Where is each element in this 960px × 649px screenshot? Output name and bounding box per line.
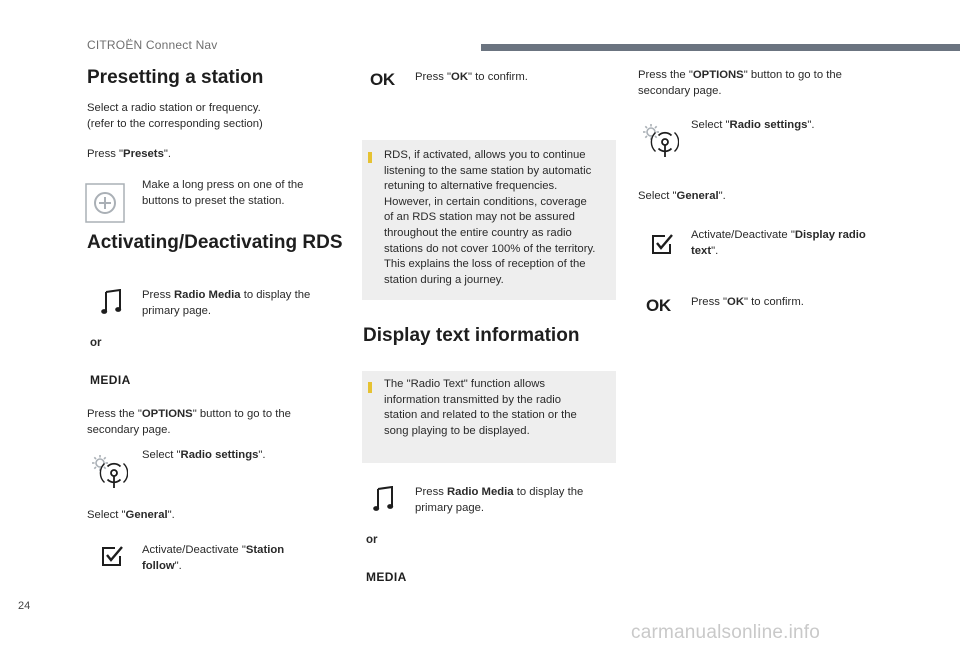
select-general-text-2: Select "General". (638, 190, 726, 202)
checkbox-tick-icon (101, 545, 123, 567)
presetting-intro-line1: Select a radio station or frequency. (87, 102, 261, 114)
radio-settings-icon (90, 453, 128, 491)
press-presets-text: Press "Presets". (87, 148, 172, 160)
page-number: 24 (18, 600, 31, 612)
press-ok-text-2: Press "OK" to confirm. (691, 296, 804, 308)
options-text-2: Press the "OPTIONS" button to go to the secondary page. (638, 69, 842, 97)
options-text: Press the "OPTIONS" button to go to the secondary page. (87, 408, 291, 436)
ok-icon: OK (646, 296, 671, 315)
or-label-2: or (366, 534, 378, 546)
plus-button-icon (85, 183, 125, 223)
radio-media-text-2: Press Radio Media to display the primary page. (415, 486, 584, 514)
general-label: General (125, 509, 168, 521)
rds-info-note (362, 140, 616, 300)
heading-display-text-information: Display text information (363, 325, 580, 346)
presets-label: Presets (123, 148, 164, 160)
heading-presetting-station: Presetting a station (87, 67, 264, 88)
header-title: CITROËN Connect Nav (87, 38, 218, 52)
or-label: or (90, 337, 102, 349)
radio-settings-icon (641, 122, 679, 160)
radio-text-note (362, 371, 616, 463)
press-ok-text: Press "OK" to confirm. (415, 71, 528, 83)
checkbox-tick-icon (651, 233, 673, 255)
watermark: carmanualsonline.info (631, 622, 821, 643)
ok-icon: OK (370, 70, 395, 89)
info-marker-icon (368, 152, 372, 163)
activate-station-follow-text: Activate/Deactivate "Station follow". (142, 544, 285, 572)
select-general-text: Select "General". (87, 509, 175, 521)
options-label: OPTIONS (141, 408, 193, 420)
activate-display-radio-text: Activate/Deactivate "Display radio text". (691, 229, 866, 257)
presetting-intro (87, 101, 263, 132)
music-note-icon (101, 289, 123, 315)
media-label-2: MEDIA (366, 570, 407, 584)
radio-media-label: Radio Media (174, 289, 241, 301)
long-press-text: Make a long press on one of the buttons to preset the station. (142, 179, 304, 207)
presetting-intro-line2: (refer to the corresponding section) (87, 117, 263, 130)
rds-info-text: RDS, if activated, allows you to continue listening to the same station by automatic retuning to alternative frequencies. However, in certain conditions, coverage of an RDS station may not be assured throughout the entire country as radio stations do not cover 100% of the territory. This explains the loss of reception of the station during a journey. (384, 149, 596, 286)
radio-text-info: The "Radio Text" function allows information transmitted by the radio station and related to the station or the song playing to be displayed. (384, 378, 577, 437)
heading-activating-rds: Activating/Deactivating RDS (87, 232, 343, 253)
media-label: MEDIA (90, 373, 131, 387)
header-bar (481, 44, 960, 51)
music-note-icon (373, 486, 395, 512)
select-radio-settings-text: Select "Radio settings". (142, 449, 266, 461)
radio-media-text: Press Radio Media to display the primary page. (142, 289, 311, 317)
info-marker-icon (368, 382, 372, 393)
select-radio-settings-text-2: Select "Radio settings". (691, 119, 815, 131)
radio-settings-label: Radio settings (180, 449, 259, 461)
